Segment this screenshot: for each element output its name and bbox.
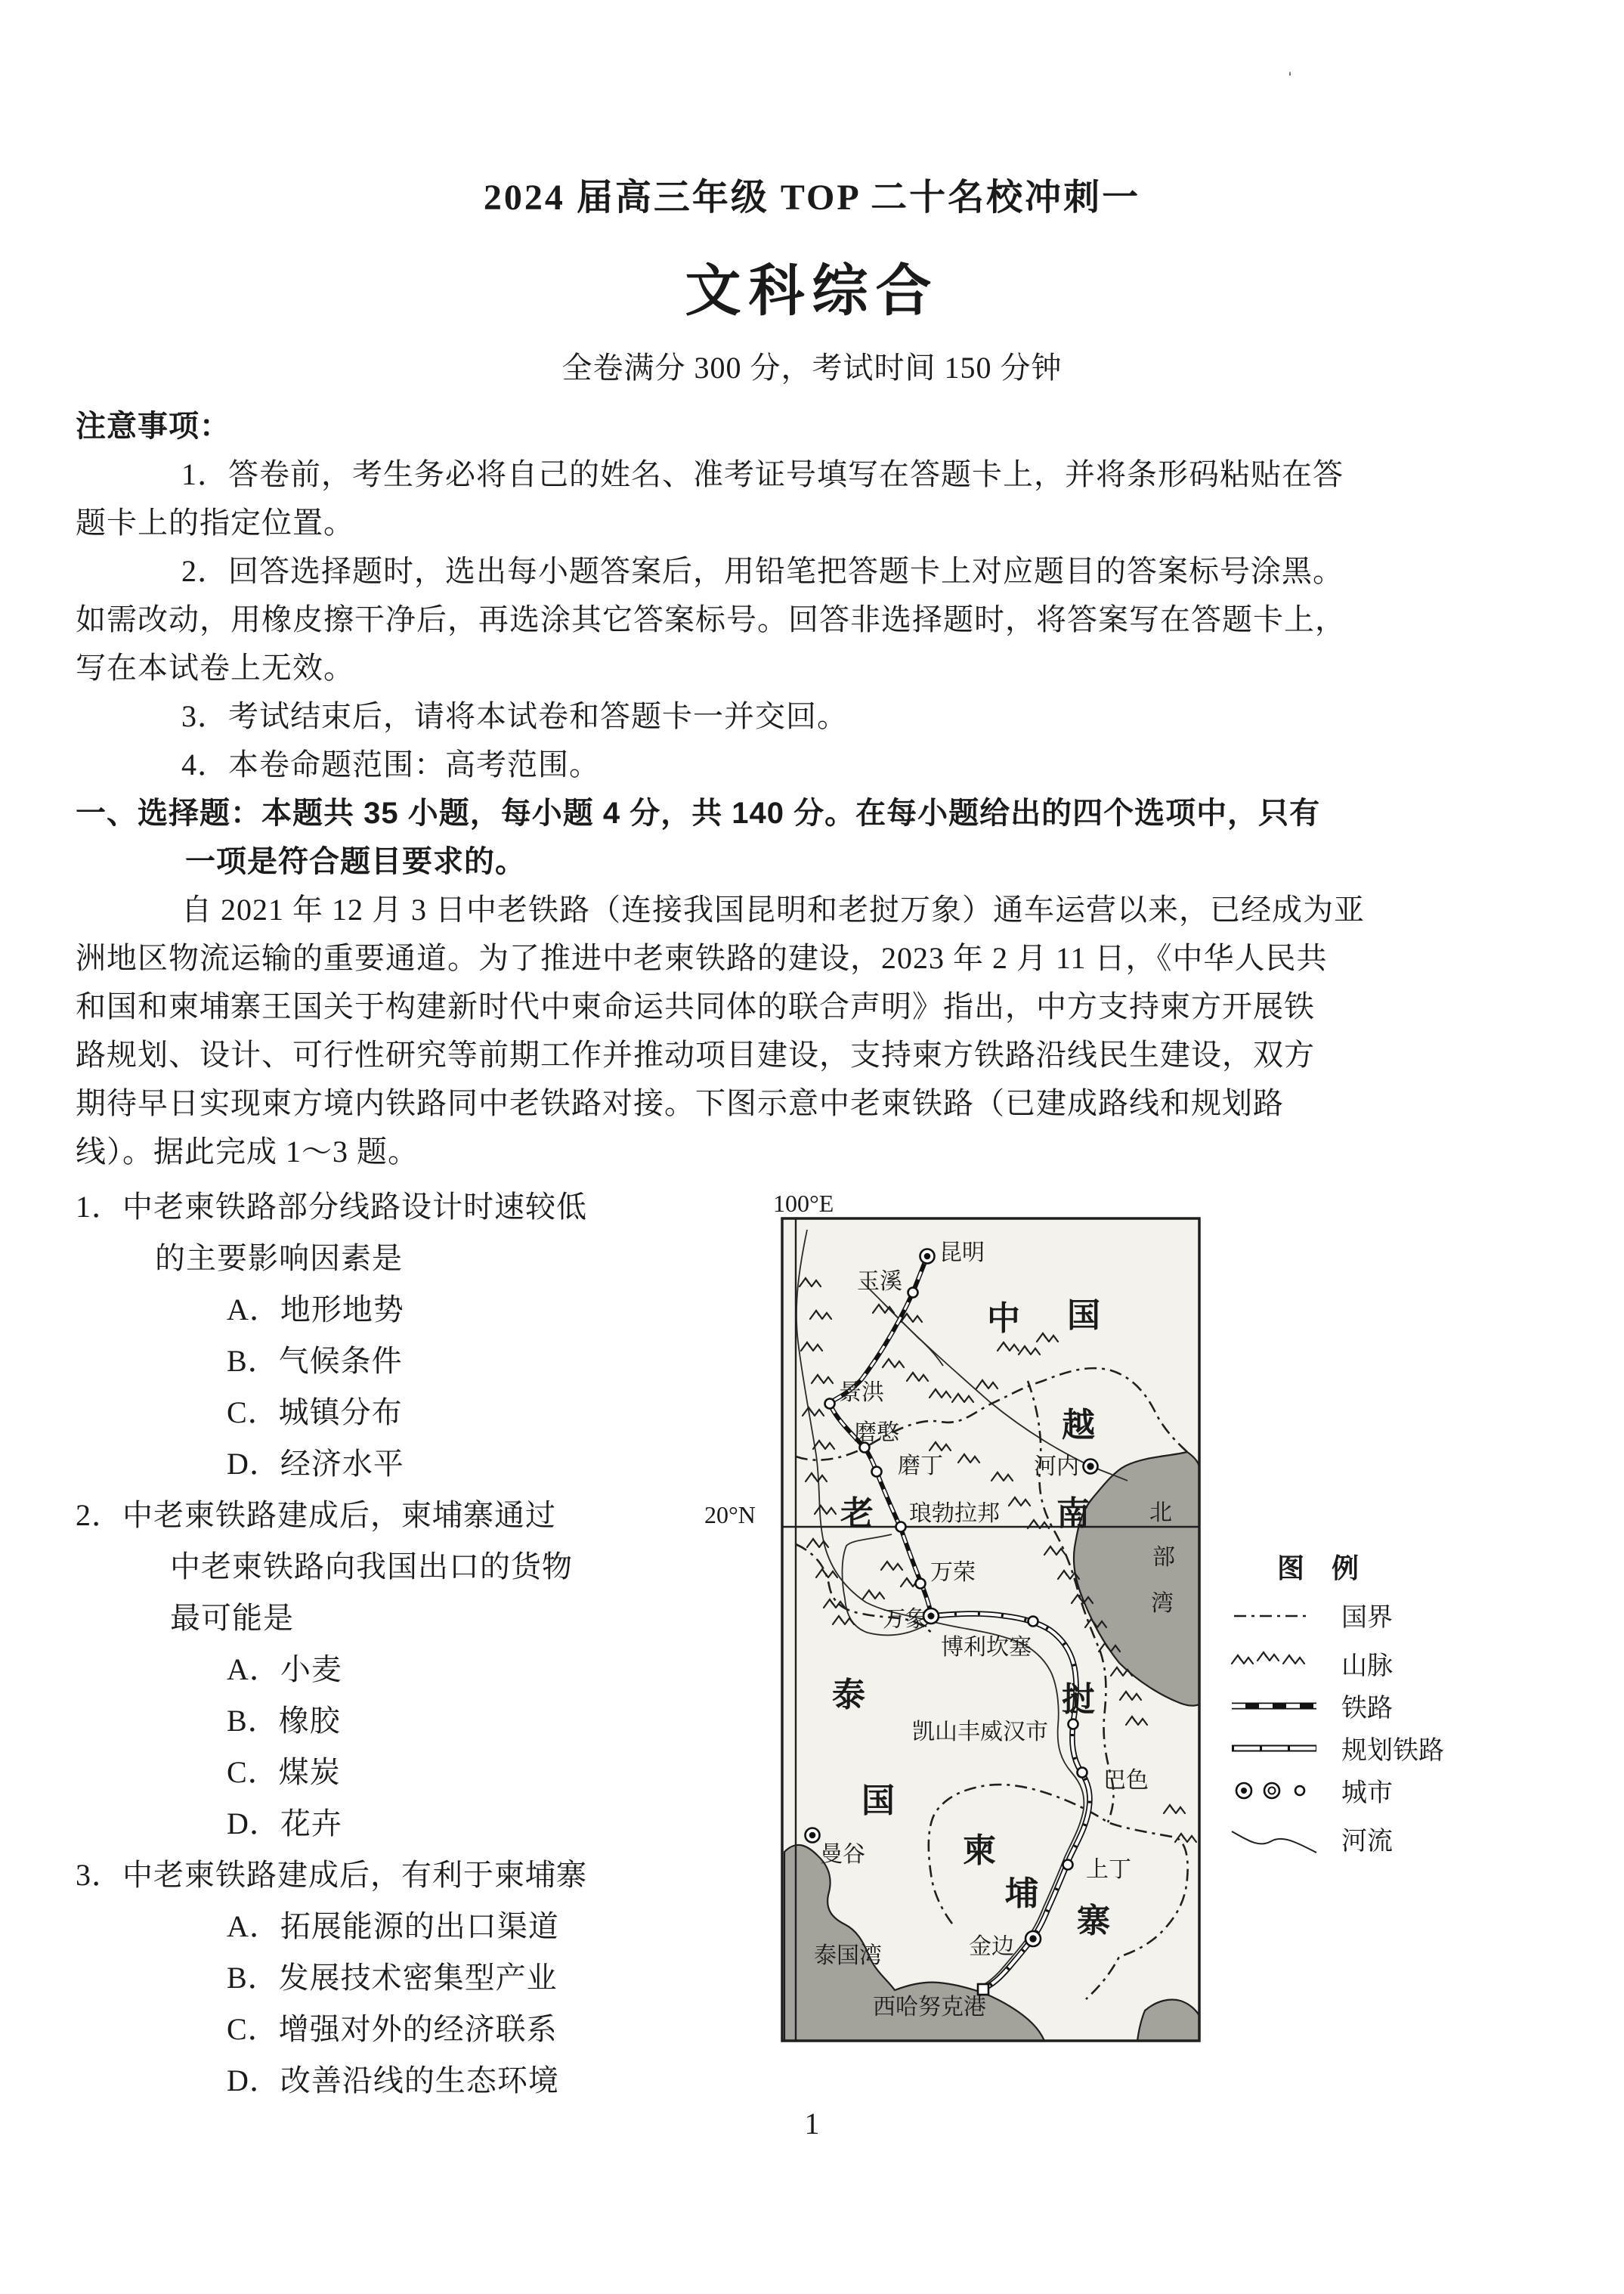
country-cambodia-char-3: 寨 xyxy=(1077,1902,1110,1940)
passage-line-6: 线）。据此完成 1～3 题。 xyxy=(76,1135,419,1169)
legend-mountain-label: 山脉 xyxy=(1341,1652,1393,1680)
note-4: 4．本卷命题范围：高考范围。 xyxy=(181,748,600,782)
passage-line-2: 洲地区物流运输的重要通道。为了推进中老柬铁路的建设，2023 年 2 月 11 日，《中华人民共 xyxy=(76,941,1328,975)
city-moding-label: 磨丁 xyxy=(898,1453,943,1478)
lon-label: 100°E xyxy=(773,1190,834,1217)
q3-stem-line-1: 3．中老柬铁路建成后，有利于柬埔寨 xyxy=(76,1858,587,1892)
passage-line-4: 路规划、设计、可行性研究等前期工作并推动项目建设，支持柬方铁路沿线民生建设，双方 xyxy=(76,1038,1315,1072)
legend-city-label: 城市 xyxy=(1341,1779,1393,1807)
q2-stem-line-2: 中老柬铁路向我国出口的货物 xyxy=(170,1549,573,1584)
q2-stem-line-1: 2．中老柬铁路建成后，柬埔寨通过 xyxy=(76,1498,556,1532)
city-moding-marker xyxy=(872,1467,882,1477)
q2-option-c: C．煤炭 xyxy=(227,1755,341,1789)
country-china-char-1: 中 xyxy=(987,1300,1020,1337)
notice-and-passage-block xyxy=(76,402,1557,1176)
legend-planned-railway-label: 规划铁路 xyxy=(1341,1737,1444,1765)
station-kaysone-marker xyxy=(1069,1720,1078,1729)
note-1-line-1: 1．答卷前，考生务必将自己的姓名、准考证号填写在答题卡上，并将条形码粘贴在答 xyxy=(181,457,1344,491)
country-laos-char-1: 老 xyxy=(840,1495,874,1532)
q1-option-b: B．气候条件 xyxy=(227,1344,403,1378)
city-luangprabang-marker xyxy=(896,1522,906,1532)
passage-line-5: 期待早日实现柬方境内铁路同中老铁路对接。下图示意中老柬铁路（已建成路线和规划路 xyxy=(76,1086,1284,1120)
scan-artifact: ˈ xyxy=(1286,68,1294,93)
city-vangvieng-marker xyxy=(916,1579,926,1589)
railway-map-figure xyxy=(703,1190,1549,2045)
q3-option-d: D．改善沿线的生态环境 xyxy=(227,2063,559,2097)
q3-option-c: C．增强对外的经济联系 xyxy=(227,2012,558,2046)
sea-gulf-thailand-label: 泰国湾 xyxy=(814,1943,882,1968)
country-laos-char-2: 挝 xyxy=(1062,1681,1095,1718)
page-number: 1 xyxy=(804,2107,820,2141)
sea-beibu-char-1: 北 xyxy=(1149,1500,1172,1525)
city-mohan-label: 磨憨 xyxy=(854,1420,899,1445)
country-vietnam-char-2: 南 xyxy=(1056,1495,1090,1532)
station-stungtreng-marker xyxy=(1063,1860,1073,1870)
legend-mountain-symbol xyxy=(1232,1652,1304,1664)
city-bangkok-marker xyxy=(806,1828,820,1843)
q2-option-b: B．橡胶 xyxy=(227,1704,341,1738)
q1-stem-line-2: 的主要影响因素是 xyxy=(155,1241,403,1275)
note-3: 3．考试结束后，请将本试卷和答题卡一并交回。 xyxy=(181,699,848,733)
city-stungtreng-label: 上丁 xyxy=(1086,1857,1131,1882)
city-luangprabang-label: 琅勃拉邦 xyxy=(909,1501,1000,1526)
city-phnompenh-marker xyxy=(1025,1931,1041,1946)
city-pakse-label: 巴色 xyxy=(1103,1768,1149,1793)
terminal-sihanoukville-marker xyxy=(978,1984,988,1995)
exam-subject: 文科综合 xyxy=(685,261,939,323)
legend-title: 图 例 xyxy=(1277,1553,1360,1584)
country-cambodia-char-1: 柬 xyxy=(963,1832,996,1869)
exam-title: 2024 届高三年级 TOP 二十名校冲刺一 xyxy=(483,178,1141,218)
exam-meta: 全卷满分 300 分，考试时间 150 分钟 xyxy=(561,351,1063,385)
legend-railway-label: 铁路 xyxy=(1341,1695,1393,1723)
questions-column xyxy=(76,1181,741,2107)
q2-option-a: A．小麦 xyxy=(227,1652,342,1686)
city-yuxi-label: 玉溪 xyxy=(857,1269,902,1294)
q3-option-a: A．拓展能源的出口渠道 xyxy=(227,1909,559,1943)
note-2-line-3: 写在本试卷上无效。 xyxy=(76,651,354,685)
passage-line-3: 和国和柬埔寨王国关于构建新时代中柬命运共同体的联合声明》指出，中方支持柬方开展铁 xyxy=(76,989,1315,1023)
city-bolikhamxai-label: 博利坎塞 xyxy=(941,1635,1032,1660)
legend-river-symbol xyxy=(1232,1831,1316,1853)
legend-city-symbol xyxy=(1236,1783,1304,1798)
city-jinghong-label: 景洪 xyxy=(839,1380,884,1405)
q1-stem-line-1: 1．中老柬铁路部分线路设计时速较低 xyxy=(76,1190,587,1224)
q1-option-c: C．城镇分布 xyxy=(227,1395,403,1429)
legend-river-label: 河流 xyxy=(1341,1828,1393,1856)
city-pakse-marker xyxy=(1078,1768,1087,1778)
section-header-line-1: 一、选择题：本题共 35 小题，每小题 4 分，共 140 分。在每小题给出的四个选项中，只有 xyxy=(76,797,1321,830)
country-thailand-char-1: 泰 xyxy=(832,1676,865,1714)
country-vietnam-char-1: 越 xyxy=(1062,1407,1095,1444)
q1-option-a: A．地形地势 xyxy=(227,1293,404,1327)
station-bolikhamxai-marker xyxy=(1029,1617,1038,1627)
sea-beibu-char-2: 部 xyxy=(1152,1545,1175,1570)
legend-border-label: 国界 xyxy=(1341,1604,1393,1632)
city-kunming-label: 昆明 xyxy=(939,1240,985,1265)
q2-option-d: D．花卉 xyxy=(227,1806,342,1840)
country-china-char-2: 国 xyxy=(1067,1297,1100,1334)
note-2-line-2: 如需改动，用橡皮擦干净后，再选涂其它答案标号。回答非选择题时，将答案写在答题卡上， xyxy=(76,602,1346,636)
city-jinghong-marker xyxy=(825,1399,835,1409)
q1-option-d: D．经济水平 xyxy=(227,1447,404,1481)
note-2-line-1: 2．回答选择题时，选出每小题答案后，用铅笔把答题卡上对应题目的答案标号涂黑。 xyxy=(181,554,1344,588)
city-phnompenh-label: 金边 xyxy=(969,1934,1014,1959)
map-legend xyxy=(1232,1553,1444,1856)
q3-option-b: B．发展技术密集型产业 xyxy=(227,1961,558,1995)
city-hanoi-label: 河内 xyxy=(1034,1454,1079,1479)
city-bangkok-label: 曼谷 xyxy=(820,1842,865,1867)
city-kunming-marker xyxy=(920,1249,935,1264)
passage-line-1: 自 2021 年 12 月 3 日中老铁路（连接我国昆明和老挝万象）通车运营以来，已经成为亚 xyxy=(181,893,1365,927)
country-thailand-char-2: 国 xyxy=(861,1782,895,1819)
city-hanoi-marker xyxy=(1084,1460,1098,1474)
lat-label: 20°N xyxy=(704,1501,756,1528)
country-cambodia-char-2: 埔 xyxy=(1005,1875,1038,1912)
sea-beibu-char-3: 湾 xyxy=(1151,1591,1174,1616)
city-yuxi-marker xyxy=(908,1288,918,1298)
city-vangvieng-label: 万荣 xyxy=(930,1560,976,1585)
section-header-line-2: 一项是符合题目要求的。 xyxy=(185,845,526,878)
city-sihanoukville-label: 西哈努克港 xyxy=(873,1995,986,2020)
note-1-line-2: 题卡上的指定位置。 xyxy=(76,506,354,540)
railway-map-svg xyxy=(703,1190,1549,2045)
city-kaysone-label: 凯山丰威汉市 xyxy=(912,1720,1048,1744)
notes-heading: 注意事项： xyxy=(76,410,230,443)
q2-stem-line-3: 最可能是 xyxy=(170,1601,294,1635)
city-vientiane-label: 万象 xyxy=(883,1607,928,1632)
